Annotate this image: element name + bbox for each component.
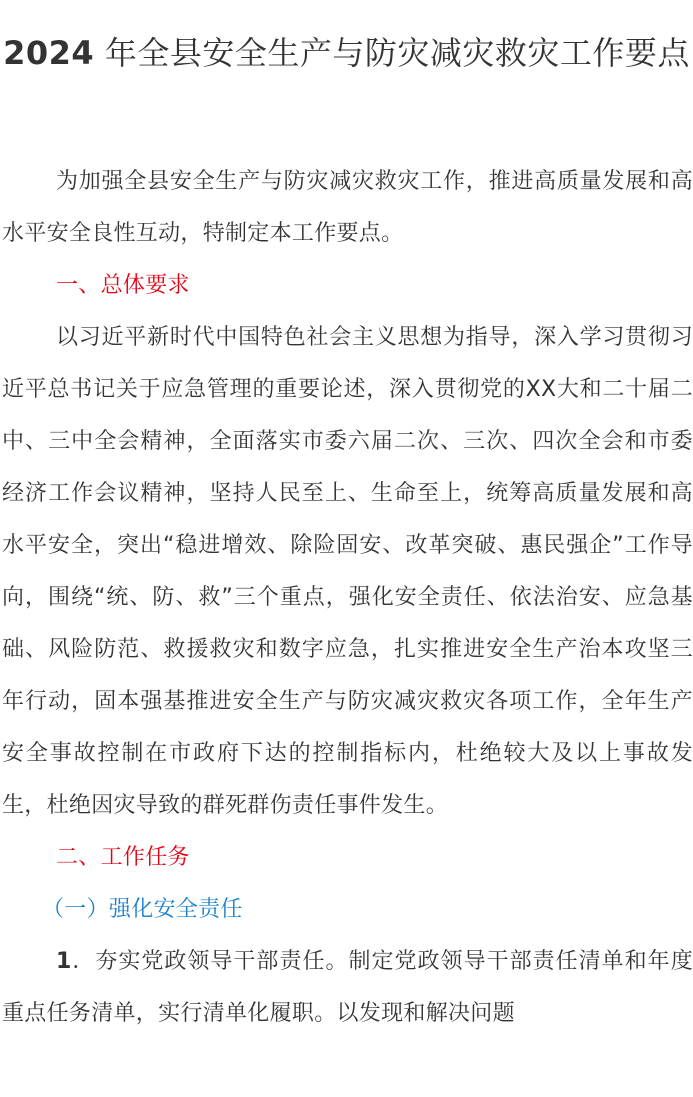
section-heading-overall-requirements: 一、总体要求 (56, 273, 190, 298)
document-title (0, 30, 693, 76)
section-heading-work-tasks: 二、工作任务 (56, 845, 190, 870)
task-item-1 (2, 936, 693, 1040)
document-body (2, 156, 693, 1040)
task-item-text: ．夯实党政领导干部责任。制定党政领导干部责任清单和年度重点任务清单，实行清单化履职。以发现和解决问题 (2, 949, 693, 1026)
title-text: 年全县安全生产与防灾减灾救灾工作要点 (94, 34, 690, 72)
overall-requirements-paragraph: 以习近平新时代中国特色社会主义思想为指导，深入学习贯彻习近平总书记关于应急管理的重要论述，深入贯彻党的XX大和二十届二中、三中全会精神，全面落实市委六届二次、三次、四次全会和市委经济工作会议精神，坚持人民至上、生命至上，统筹高质量发展和高水平安全，突出“稳进增效、除险固安、改革突破、惠民强企”工作导向，围绕“统、防、救”三个重点，强化安全责任、依法治安、应急基础、风险防范、救援救灾和数字应急，扎实推进安全生产治本攻坚三年行动，固本强基推进安全生产与防灾减灾救灾各项工作，全年生产安全事故控制在市政府下达的控制指标内，杜绝较大及以上事故发生，杜绝因灾导致的群死群伤责任事件发生。 (2, 325, 693, 818)
intro-paragraph: 为加强全县安全生产与防灾减灾救灾工作，推进高质量发展和高水平安全良性互动，特制定本工作要点。 (2, 169, 693, 246)
title-year: 2024 (3, 34, 95, 72)
subsection-heading-safety-responsibility: （一）强化安全责任 (42, 897, 243, 922)
task-item-number: 1 (56, 949, 72, 974)
